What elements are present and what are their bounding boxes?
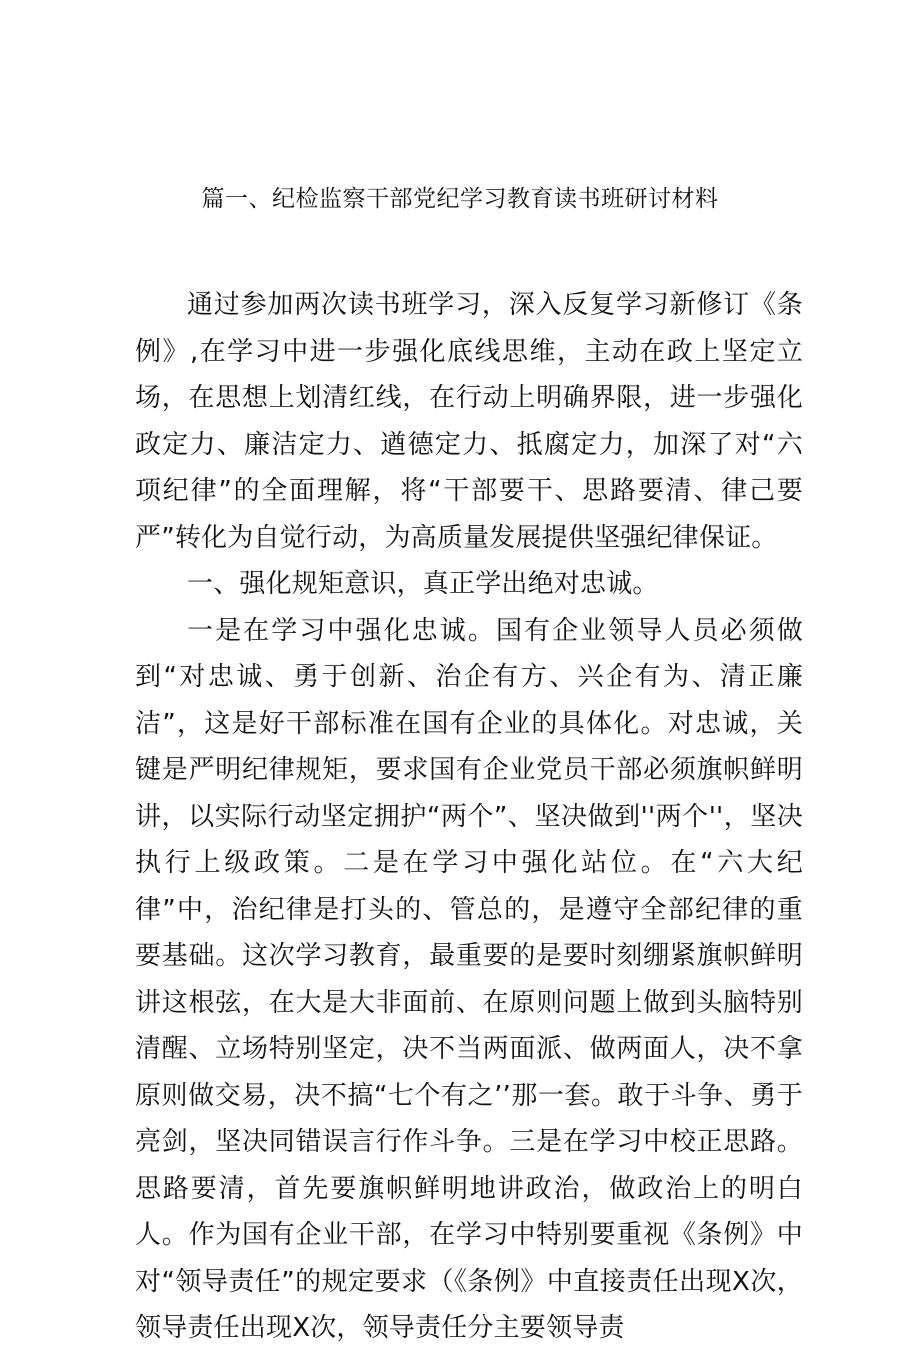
document-body (135, 282, 803, 1352)
paragraph-section-body: 一是在学习中强化忠诚。国有企业领导人员必须做到“对忠诚、勇于创新、治企有方、兴企有为、清正廉洁”，这是好干部标准在国有企业的具体化。对忠诚，关键是严明纪律规矩，要求国有企业党员干部必须旗帜鲜明讲，以实际行动坚定拥护“两个”、坚决做到''两个''，坚决执行上级政策。二是在学习中强化站位。在“六大纪律”中，治纪律是打头的、管总的，是遵守全部纪律的重要基础。这次学习教育，最重要的是要时刻绷紧旗帜鲜明讲这根弦，在大是大非面前、在原则问题上做到头脑特别清醒、立场特别坚定，决不当两面派、做两面人，决不拿原则做交易，决不搞“七个有之’’那一套。敢于斗争、勇于亮剑，坚决同错误言行作斗争。三是在学习中校正思路。思路要清，首先要旗帜鲜明地讲政治，做政治上的明白人。作为国有企业干部，在学习中特别要重视《条例》中对“领导责任”的规定要求（《条例》中直接责任出现X次，领导责任出现X次，领导责任分主要领导责 (135, 615, 803, 1343)
document-title: 篇一、纪检监察干部党纪学习教育读书班研讨材料 (201, 186, 719, 212)
paragraph-intro: 通过参加两次读书班学习，深入反复学习新修订《条例》,在学习中进一步强化底线思维，主动在政上坚定立场，在思想上划清红线，在行动上明确界限，进一步强化政定力、廉洁定力、遒德定力、抵腐定力，加深了对“六项纪律”的全面理解，将“干部要干、思路要清、律己要严”转化为自觉行动，为高质量发展提供坚强纪律保证。 (135, 290, 803, 553)
paragraph-section-heading: 一、强化规矩意识，真正学出绝对忠诚。 (187, 569, 659, 599)
